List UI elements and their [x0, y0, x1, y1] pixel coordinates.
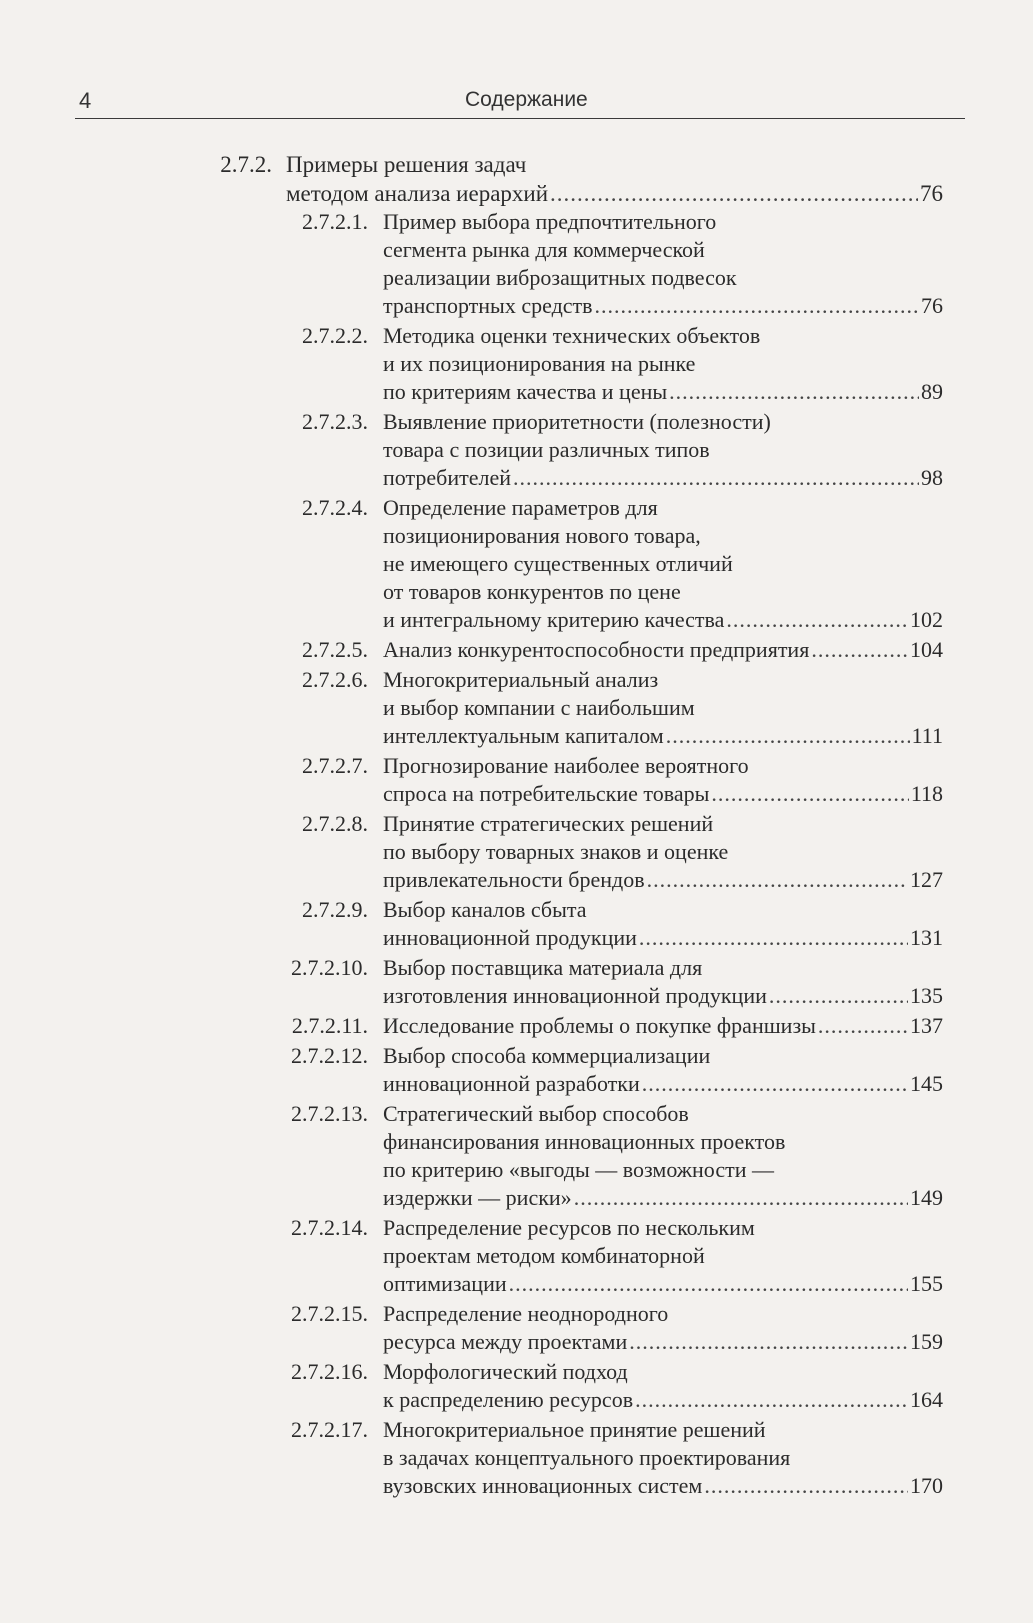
toc-entry[interactable]	[0, 1012, 1033, 1040]
running-title: Содержание	[465, 88, 588, 111]
toc-entry-page-number: 135	[910, 983, 943, 1008]
toc-entry-page-number: 155	[910, 1271, 943, 1296]
toc-entry-title-line: привлекательности брендов	[383, 867, 645, 892]
toc-entry-title-line: Распределение ресурсов по нескольким	[383, 1215, 755, 1240]
toc-entry[interactable]	[0, 1358, 1033, 1414]
toc-entry[interactable]	[0, 636, 1033, 664]
dot-leader	[513, 464, 919, 492]
toc-entry-title-line: в задачах концептуального проектирования	[383, 1445, 791, 1470]
toc-entry[interactable]	[0, 1100, 1033, 1212]
toc-entry-last-line	[383, 464, 943, 492]
toc-entry-title	[383, 1100, 943, 1212]
toc-entry-number: 2.7.2.8.	[302, 811, 368, 836]
toc-entry-last-line	[383, 378, 943, 406]
toc-entry-last-line	[383, 1012, 943, 1040]
toc-entry-last-line	[383, 982, 943, 1010]
page-number: 4	[79, 88, 92, 113]
toc-entry-page-number: 137	[910, 1013, 943, 1038]
dot-leader	[769, 982, 908, 1010]
toc-entry-title	[383, 666, 943, 750]
toc-entry-title	[286, 150, 943, 208]
toc-entry-number: 2.7.2.1.	[302, 209, 368, 234]
toc-entry-title-line: Многокритериальный анализ	[383, 667, 659, 692]
toc-entry-title-line: Выбор каналов сбыта	[383, 897, 587, 922]
toc-entry-page-number: 89	[921, 379, 943, 404]
toc-entry-number: 2.7.2.7.	[302, 753, 368, 778]
toc-entry-number: 2.7.2.5.	[302, 637, 368, 662]
toc-entry-page-number: 118	[910, 781, 943, 806]
toc-entry-title	[383, 322, 943, 406]
dot-leader	[704, 1472, 908, 1500]
toc-entry-title-line: Многокритериальное принятие решений	[383, 1417, 766, 1442]
toc-entry-title-line: издержки — риски»	[383, 1185, 572, 1210]
toc-entry-page-number: 145	[910, 1071, 943, 1096]
toc-entry-title	[383, 896, 943, 952]
toc-entry[interactable]	[0, 810, 1033, 894]
toc-entry-title-line: Методика оценки технических объектов	[383, 323, 761, 348]
toc-entry-last-line	[286, 179, 943, 208]
toc-entry-page-number: 170	[910, 1473, 943, 1498]
dot-leader	[669, 378, 919, 406]
toc-entry[interactable]	[0, 752, 1033, 808]
dot-leader	[726, 606, 908, 634]
toc-entry-number: 2.7.2.15.	[291, 1301, 368, 1326]
toc-entry-title	[383, 1358, 943, 1414]
toc-entry-last-line	[383, 1386, 943, 1414]
toc-entry-title-line: Примеры решения задач	[286, 152, 527, 177]
toc-entry-title-line: по выбору товарных знаков и оценке	[383, 839, 729, 864]
toc-entry-title-line: Исследование проблемы о покупке франшизы	[383, 1013, 816, 1038]
toc-entry-last-line	[383, 1472, 943, 1500]
dot-leader	[818, 1012, 908, 1040]
toc-entry[interactable]	[0, 954, 1033, 1010]
dot-leader	[642, 1070, 908, 1098]
toc-entry-last-line	[383, 1070, 943, 1098]
toc-entry[interactable]	[0, 1416, 1033, 1500]
toc-entry-page-number: 98	[921, 465, 943, 490]
toc-entry-title-line: Пример выбора предпочтительного	[383, 209, 717, 234]
toc-entry-title-line: не имеющего существенных отличий	[383, 551, 733, 576]
toc-entry-title	[383, 752, 943, 808]
toc-entry-last-line	[383, 866, 943, 894]
toc-entry-title-line: Выбор поставщика материала для	[383, 955, 703, 980]
toc-entry[interactable]	[0, 150, 1033, 208]
toc-entry-title	[383, 636, 943, 664]
toc-entry-number: 2.7.2.17.	[291, 1417, 368, 1442]
dot-leader	[639, 924, 908, 952]
toc-entry[interactable]	[0, 1214, 1033, 1298]
toc-entry[interactable]	[0, 1042, 1033, 1098]
toc-entry-title-line: реализации виброзащитных подвесок	[383, 265, 737, 290]
dot-leader	[711, 780, 908, 808]
toc-entry-page-number: 102	[910, 607, 943, 632]
toc-entry-page-number: 76	[920, 181, 943, 206]
toc-entry-title-line: финансирования инновационных проектов	[383, 1129, 786, 1154]
toc-entry-last-line	[383, 1270, 943, 1298]
toc-entry-number: 2.7.2.2.	[302, 323, 368, 348]
toc-entry-title	[383, 208, 943, 320]
toc-entry-title-line: ресурса между проектами	[383, 1329, 628, 1354]
toc-entry[interactable]	[0, 322, 1033, 406]
toc-entry-title-line: Стратегический выбор способов	[383, 1101, 689, 1126]
toc-entry-title-line: позиционирования нового товара,	[383, 523, 701, 548]
toc-entry-page-number: 127	[910, 867, 943, 892]
dot-leader	[509, 1270, 908, 1298]
toc-entry-title	[383, 954, 943, 1010]
toc-entry-title-line: Анализ конкурентоспособности предприятия	[383, 637, 810, 662]
toc-entry-title-line: потребителей	[383, 465, 511, 490]
toc-entry-title-line: Выявление приоритетности (полезности)	[383, 409, 771, 434]
toc-entry-title-line: инновационной разработки	[383, 1071, 640, 1096]
toc-entry-title-line: методом анализа иерархий	[286, 181, 549, 206]
toc-entry[interactable]	[0, 666, 1033, 750]
table-of-contents	[0, 150, 1033, 1502]
toc-entry-title	[383, 494, 943, 634]
running-header	[75, 88, 965, 119]
toc-entry-title-line: Морфологический подход	[383, 1359, 628, 1384]
toc-entry[interactable]	[0, 1300, 1033, 1356]
toc-entry-number: 2.7.2.4.	[302, 495, 368, 520]
dot-leader	[666, 722, 910, 750]
toc-entry-title	[383, 1214, 943, 1298]
toc-entry-last-line	[383, 1184, 943, 1212]
toc-entry-title	[383, 810, 943, 894]
toc-entry[interactable]	[0, 208, 1033, 320]
toc-entry-number: 2.7.2.	[220, 152, 272, 177]
toc-entry-title	[383, 408, 943, 492]
toc-entry-last-line	[383, 606, 943, 634]
dot-leader	[550, 179, 918, 208]
toc-entry-number: 2.7.2.12.	[291, 1043, 368, 1068]
toc-entry-title-line: от товаров конкурентов по цене	[383, 579, 681, 604]
toc-entry-title-line: по критерию «выгоды — возможности —	[383, 1157, 774, 1182]
toc-entry-last-line	[383, 1328, 943, 1356]
toc-entry-title-line: по критериям качества и цены	[383, 379, 668, 404]
dot-leader	[635, 1386, 908, 1414]
toc-entry-last-line	[383, 780, 943, 808]
toc-entry-title-line: оптимизации	[383, 1271, 507, 1296]
toc-entry-title-line: вузовских инновационных систем	[383, 1473, 703, 1498]
toc-entry-page-number: 149	[910, 1185, 943, 1210]
toc-entry-title	[383, 1300, 943, 1356]
toc-entry-number: 2.7.2.13.	[291, 1101, 368, 1126]
toc-entry-page-number: 104	[910, 637, 943, 662]
toc-entry-title-line: инновационной продукции	[383, 925, 637, 950]
toc-entry-title-line: Прогнозирование наиболее вероятного	[383, 753, 749, 778]
dot-leader	[595, 292, 919, 320]
toc-entry-number: 2.7.2.9.	[302, 897, 368, 922]
toc-entry-number: 2.7.2.10.	[291, 955, 368, 980]
toc-entry-title-line: интеллектуальным капиталом	[383, 723, 664, 748]
toc-entry-page-number: 76	[921, 293, 943, 318]
toc-entry-title-line: товара с позиции различных типов	[383, 437, 710, 462]
toc-entry-last-line	[383, 292, 943, 320]
toc-entry-page-number: 164	[910, 1387, 943, 1412]
toc-entry-number: 2.7.2.16.	[291, 1359, 368, 1384]
toc-entry-title-line: спроса на потребительские товары	[383, 781, 710, 806]
toc-entry-last-line	[383, 636, 943, 664]
toc-entry[interactable]	[0, 896, 1033, 952]
dot-leader	[629, 1328, 908, 1356]
toc-entry-title	[383, 1012, 943, 1040]
dot-leader	[647, 866, 908, 894]
toc-entry-title-line: и выбор компании с наибольшим	[383, 695, 695, 720]
toc-entry-title-line: транспортных средств	[383, 293, 593, 318]
toc-entry-page-number: 111	[911, 723, 943, 748]
toc-entry-title-line: проектам методом комбинаторной	[383, 1243, 705, 1268]
toc-entry[interactable]	[0, 494, 1033, 634]
toc-entry-page-number: 159	[910, 1329, 943, 1354]
toc-entry-number: 2.7.2.11.	[291, 1013, 368, 1038]
toc-entry-title	[383, 1416, 943, 1500]
toc-entry-title-line: изготовления инновационной продукции	[383, 983, 767, 1008]
toc-entry-number: 2.7.2.6.	[302, 667, 368, 692]
toc-entry-number: 2.7.2.14.	[291, 1215, 368, 1240]
toc-entry-last-line	[383, 722, 943, 750]
toc-entry-number: 2.7.2.3.	[302, 409, 368, 434]
toc-entry-title-line: и интегральному критерию качества	[383, 607, 725, 632]
dot-leader	[811, 636, 908, 664]
toc-entry-page-number: 131	[910, 925, 943, 950]
toc-entry-title-line: Выбор способа коммерциализации	[383, 1043, 711, 1068]
toc-entry-title	[383, 1042, 943, 1098]
toc-entry-title-line: и их позиционирования на рынке	[383, 351, 696, 376]
toc-entry[interactable]	[0, 408, 1033, 492]
dot-leader	[574, 1184, 908, 1212]
toc-entry-last-line	[383, 924, 943, 952]
toc-entry-title-line: сегмента рынка для коммерческой	[383, 237, 705, 262]
toc-entry-title-line: к распределению ресурсов	[383, 1387, 634, 1412]
toc-entry-title-line: Определение параметров для	[383, 495, 658, 520]
toc-entry-title-line: Распределение неоднородного	[383, 1301, 669, 1326]
toc-entry-title-line: Принятие стратегических решений	[383, 811, 714, 836]
